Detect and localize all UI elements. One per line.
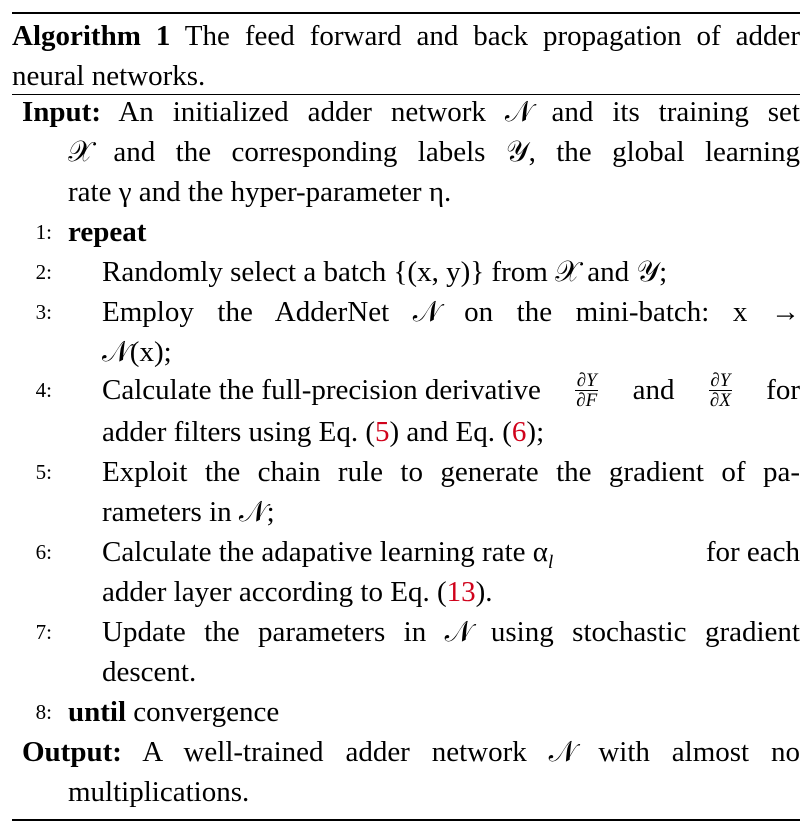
step-3-text-1: Employ the AdderNet 𝒩 on the mini-batch: x → xyxy=(102,296,800,328)
repeat-keyword: repeat xyxy=(68,216,147,248)
algorithm-label: Algorithm 1 xyxy=(12,20,171,52)
step-4-pre: Calculate the full-precision derivative xyxy=(102,374,541,406)
input-text-3: rate γ and the hyper-parameter η. xyxy=(68,176,452,208)
output-text-1: A well-trained adder network 𝒩 with almost no xyxy=(142,736,800,768)
algorithm-title: The feed forward and back propagation of adder neural networks. xyxy=(12,20,801,92)
step-4-mid: and xyxy=(632,374,675,406)
step-1-number: 1: xyxy=(35,220,52,244)
input-text-2: 𝒳 and the corresponding labels 𝒴, the global learning xyxy=(68,136,800,168)
input-line-1 xyxy=(22,92,800,132)
step-5-line-1 xyxy=(102,452,800,492)
output-label: Output: xyxy=(22,736,122,768)
output-line-2 xyxy=(68,772,249,812)
step-7-text-2: descent. xyxy=(102,656,197,688)
step-7-line-2 xyxy=(102,652,196,692)
step-4-line2-post: ); xyxy=(526,416,545,448)
eq-6-link[interactable]: 6 xyxy=(511,416,527,448)
output-text-2: multiplications. xyxy=(68,776,250,808)
frac-1-numerator: ∂Y xyxy=(576,369,597,391)
derivative-y-x xyxy=(709,371,732,410)
algorithm-caption xyxy=(12,16,800,96)
eq-5-link[interactable]: 5 xyxy=(375,416,390,448)
frac-1-denominator: ∂F xyxy=(576,389,598,411)
step-4-line2-pre: adder filters using Eq. ( xyxy=(102,416,376,448)
step-2-text: Randomly select a batch {(x, y)} from 𝒳 and 𝒴; xyxy=(102,256,668,288)
derivative-y-f xyxy=(575,371,598,410)
input-label: Input: xyxy=(22,96,101,128)
step-8-number: 8: xyxy=(35,700,52,724)
step-3-number: 3: xyxy=(35,300,52,324)
step-5-number: 5: xyxy=(35,460,52,484)
step-8-text: convergence xyxy=(133,696,280,728)
frac-2-denominator: ∂X xyxy=(709,389,731,411)
step-6-line-2 xyxy=(102,572,493,612)
step-4-post: for xyxy=(766,374,800,406)
step-5-text-2: rameters in 𝒩; xyxy=(102,496,275,528)
step-6-line2-post: ). xyxy=(475,576,493,608)
top-rule xyxy=(12,12,800,14)
step-7-text-1: Update the parameters in 𝒩 using stochastic gradient xyxy=(102,616,800,648)
step-4-line2-mid: ) and Eq. ( xyxy=(389,416,512,448)
alpha-subscript: l xyxy=(547,551,554,573)
frac-2-numerator: ∂Y xyxy=(710,369,731,391)
input-line-2 xyxy=(68,132,800,172)
output-line-1 xyxy=(22,732,800,772)
step-6-line1-post: for each xyxy=(705,536,800,568)
input-text-1: An initialized adder network 𝒩 and its training set xyxy=(118,96,800,128)
step-6-line1: Calculate the adapative learning rate α xyxy=(102,536,548,568)
step-7-number: 7: xyxy=(35,620,52,644)
step-5-line-2 xyxy=(102,492,275,532)
step-3-line-1 xyxy=(102,292,800,332)
step-3-line-2 xyxy=(102,332,172,372)
step-3-text-2: 𝒩(x); xyxy=(102,336,172,368)
step-8 xyxy=(68,692,279,732)
input-line-3 xyxy=(68,172,451,212)
step-2 xyxy=(102,252,667,292)
step-4-line-2 xyxy=(102,412,544,452)
step-4-line-1 xyxy=(102,368,800,412)
until-keyword: until xyxy=(68,696,127,728)
step-1 xyxy=(68,212,146,252)
step-6-line2-pre: adder layer according to Eq. ( xyxy=(102,576,447,608)
eq-13-link[interactable]: 13 xyxy=(446,576,476,608)
step-6-number: 6: xyxy=(35,540,52,564)
bottom-rule xyxy=(12,819,800,821)
step-5-text-1: Exploit the chain rule to generate the gradient of pa- xyxy=(102,456,800,488)
step-7-line-1 xyxy=(102,612,800,652)
step-2-number: 2: xyxy=(35,260,52,284)
step-4-number: 4: xyxy=(35,378,52,402)
